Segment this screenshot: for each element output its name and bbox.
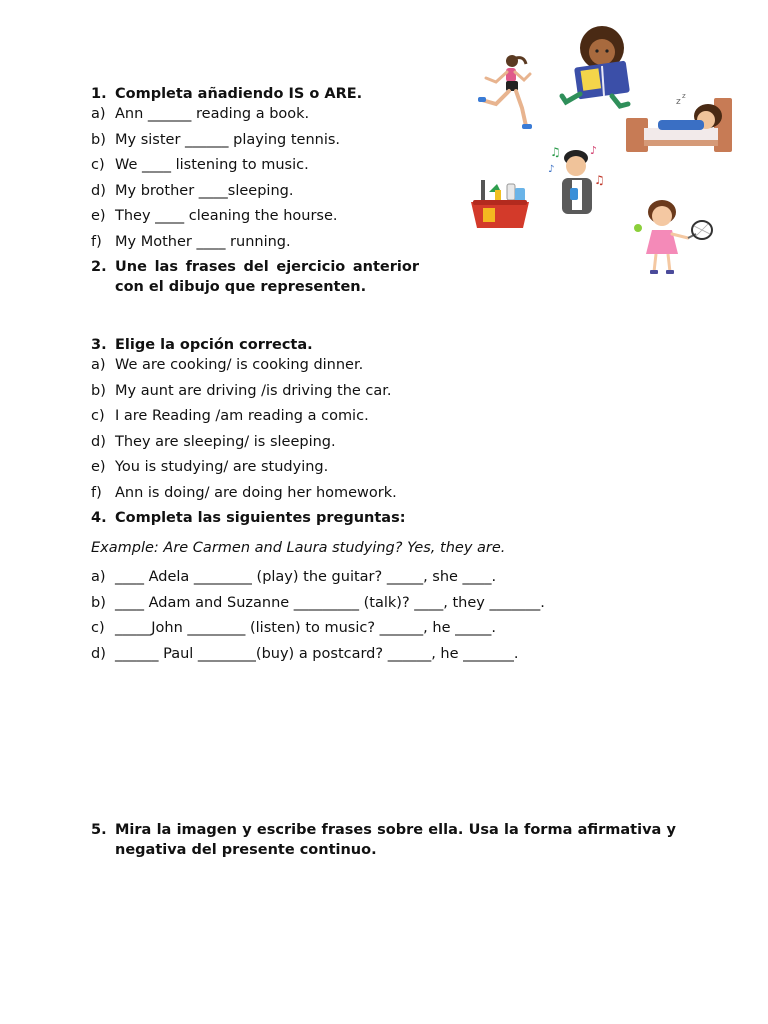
item-letter: b) <box>91 382 106 399</box>
list-item <box>91 457 491 483</box>
item-letter: b) <box>91 594 106 611</box>
item-letter: c) <box>91 157 105 173</box>
exercise-3 <box>91 335 491 508</box>
item-letter: d) <box>91 433 106 450</box>
exercise-number: 4. <box>91 510 107 526</box>
item-letter: a) <box>91 106 106 122</box>
item-text: Ann is doing/ are doing her homework. <box>115 484 397 501</box>
list-item <box>91 406 491 432</box>
item-text: We ____ listening to music. <box>115 157 309 173</box>
exercise-4-heading <box>91 508 691 528</box>
exercise-4 <box>91 508 691 669</box>
item-letter: e) <box>91 459 106 475</box>
item-letter: b) <box>91 131 106 148</box>
example-sentence: Example: Are Carmen and Laura studying? Yes, they are. <box>91 540 506 556</box>
exercise-title: Une las frases del ejercicio anterior con el dibujo que representen. <box>115 259 419 295</box>
list-item <box>91 232 431 258</box>
item-text: My brother ____sleeping. <box>115 182 294 199</box>
list-item <box>91 206 431 232</box>
svg-text:♫: ♫ <box>594 173 605 187</box>
svg-text:♪: ♪ <box>548 164 555 175</box>
exercise-2-heading <box>91 257 419 297</box>
exercise-number: 5. <box>91 822 107 838</box>
exercise-1 <box>91 84 431 257</box>
item-letter: d) <box>91 645 106 662</box>
list-item <box>91 130 431 156</box>
item-text: My sister ______ playing tennis. <box>115 131 341 148</box>
list-item <box>91 618 691 644</box>
runner-illustration <box>476 52 538 132</box>
item-text: We are cooking/ is cooking dinner. <box>115 357 364 373</box>
svg-text:z: z <box>682 92 686 100</box>
exercise-title: Mira la imagen y escribe frases sobre ella. Usa la forma afirmativa y negativa del presente continuo. <box>115 822 676 858</box>
exercise-number: 3. <box>91 337 107 353</box>
item-text: ______ Paul ________(buy) a postcard? ______, he _______. <box>115 645 519 662</box>
list-item <box>91 432 491 458</box>
list-item <box>91 483 491 509</box>
exercise-title: Completa las siguientes preguntas: <box>115 510 406 526</box>
item-text: _____John ________ (listen) to music? ______, he _____. <box>115 620 496 636</box>
item-letter: a) <box>91 357 106 373</box>
item-letter: a) <box>91 569 106 585</box>
exercise-number: 2. <box>91 259 107 275</box>
cleaning-bucket-illustration <box>467 178 535 232</box>
list-item <box>91 355 491 381</box>
svg-text:♫: ♫ <box>550 145 561 159</box>
item-text: They ____ cleaning the hourse. <box>115 208 338 224</box>
tennis-girl-illustration <box>632 196 714 280</box>
exercise-3-heading <box>91 335 491 355</box>
item-text: Ann ______ reading a book. <box>115 106 310 122</box>
item-text: ____ Adam and Suzanne _________ (talk)? ____, they _______. <box>115 594 545 611</box>
item-text: You is studying/ are studying. <box>115 459 329 475</box>
exercise-5-heading <box>91 820 676 860</box>
list-item <box>91 593 691 619</box>
exercise-2 <box>91 257 419 297</box>
item-letter: c) <box>91 408 105 424</box>
exercise-1-heading <box>91 84 431 104</box>
list-item <box>91 155 431 181</box>
item-text: My Mother ____ running. <box>115 233 291 250</box>
exercise-title: Elige la opción correcta. <box>115 337 313 353</box>
list-item <box>91 567 691 593</box>
list-item <box>91 644 691 670</box>
svg-text:♪: ♪ <box>590 144 598 157</box>
exercise-5 <box>91 820 676 860</box>
item-letter: f) <box>91 484 102 501</box>
music-boy-illustration <box>546 142 610 218</box>
item-text: ____ Adela ________ (play) the guitar? _____, she ____. <box>115 569 497 585</box>
list-item <box>91 181 431 207</box>
item-letter: e) <box>91 208 106 224</box>
svg-text:z: z <box>676 97 681 107</box>
sleeping-boy-illustration <box>624 90 734 154</box>
list-item <box>91 381 491 407</box>
list-item <box>91 104 431 130</box>
item-text: They are sleeping/ is sleeping. <box>115 433 336 450</box>
item-letter: c) <box>91 620 105 636</box>
exercise-number: 1. <box>91 86 107 102</box>
item-letter: d) <box>91 182 106 199</box>
exercise-title: Completa añadiendo IS o ARE. <box>115 86 363 102</box>
item-letter: f) <box>91 233 102 250</box>
item-text: I are Reading /am reading a comic. <box>115 408 369 424</box>
item-text: My aunt are driving /is driving the car. <box>115 382 392 399</box>
